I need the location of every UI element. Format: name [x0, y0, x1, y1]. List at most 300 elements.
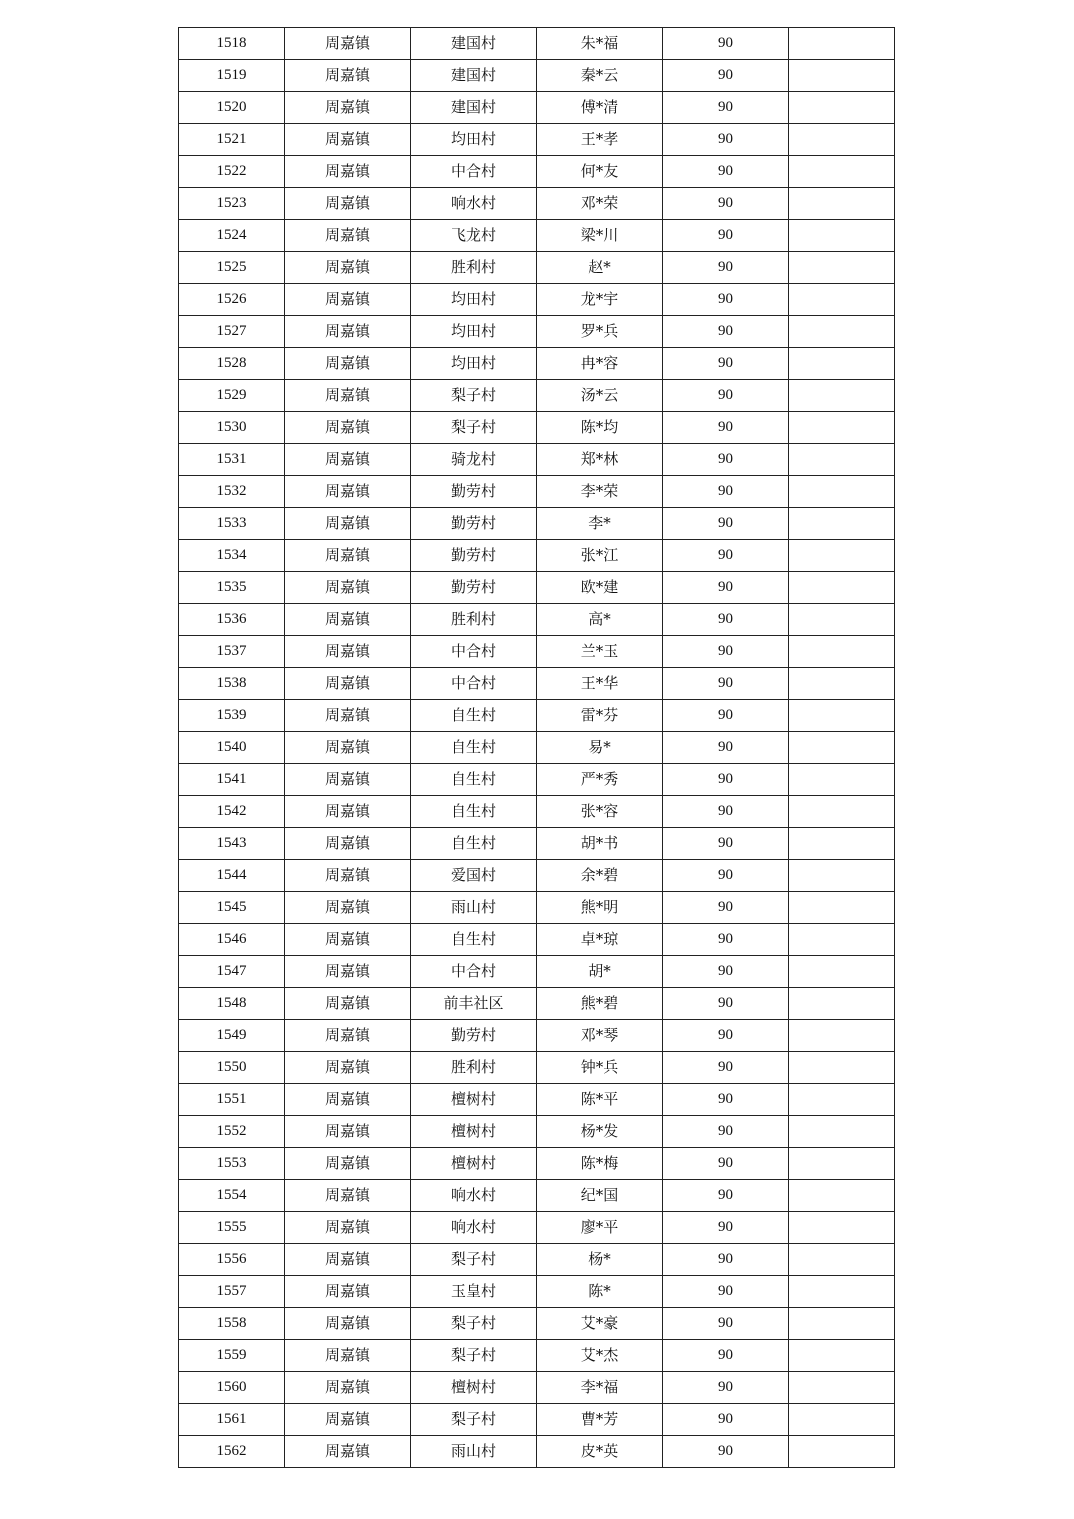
person-name-cell: 何*友 [537, 156, 663, 188]
town-cell: 周嘉镇 [285, 1340, 411, 1372]
table-row [179, 1116, 895, 1148]
row-number-cell: 1519 [179, 60, 285, 92]
row-number-cell: 1522 [179, 156, 285, 188]
row-number-cell: 1538 [179, 668, 285, 700]
town-cell: 周嘉镇 [285, 1308, 411, 1340]
person-name-cell: 邓*琴 [537, 1020, 663, 1052]
amount-cell: 90 [663, 924, 789, 956]
town-cell: 周嘉镇 [285, 252, 411, 284]
person-name-cell: 余*碧 [537, 860, 663, 892]
town-cell: 周嘉镇 [285, 764, 411, 796]
amount-cell: 90 [663, 1340, 789, 1372]
table-row [179, 924, 895, 956]
table-row [179, 92, 895, 124]
amount-cell: 90 [663, 348, 789, 380]
note-cell [789, 316, 895, 348]
village-cell: 均田村 [411, 124, 537, 156]
amount-cell: 90 [663, 1148, 789, 1180]
amount-cell: 90 [663, 604, 789, 636]
table-row [179, 1052, 895, 1084]
person-name-cell: 熊*明 [537, 892, 663, 924]
note-cell [789, 124, 895, 156]
amount-cell: 90 [663, 796, 789, 828]
person-name-cell: 陈*均 [537, 412, 663, 444]
note-cell [789, 892, 895, 924]
row-number-cell: 1527 [179, 316, 285, 348]
note-cell [789, 476, 895, 508]
note-cell [789, 92, 895, 124]
note-cell [789, 860, 895, 892]
town-cell: 周嘉镇 [285, 284, 411, 316]
town-cell: 周嘉镇 [285, 956, 411, 988]
amount-cell: 90 [663, 700, 789, 732]
table-row [179, 380, 895, 412]
table-row [179, 476, 895, 508]
person-name-cell: 冉*容 [537, 348, 663, 380]
table-row [179, 764, 895, 796]
town-cell: 周嘉镇 [285, 124, 411, 156]
amount-cell: 90 [663, 1244, 789, 1276]
person-name-cell: 严*秀 [537, 764, 663, 796]
town-cell: 周嘉镇 [285, 476, 411, 508]
person-name-cell: 张*容 [537, 796, 663, 828]
row-number-cell: 1526 [179, 284, 285, 316]
amount-cell: 90 [663, 1436, 789, 1468]
village-cell: 自生村 [411, 796, 537, 828]
person-name-cell: 曹*芳 [537, 1404, 663, 1436]
person-name-cell: 龙*宇 [537, 284, 663, 316]
row-number-cell: 1529 [179, 380, 285, 412]
row-number-cell: 1523 [179, 188, 285, 220]
village-cell: 勤劳村 [411, 572, 537, 604]
town-cell: 周嘉镇 [285, 92, 411, 124]
amount-cell: 90 [663, 1372, 789, 1404]
amount-cell: 90 [663, 1212, 789, 1244]
village-cell: 爱国村 [411, 860, 537, 892]
amount-cell: 90 [663, 1084, 789, 1116]
amount-cell: 90 [663, 220, 789, 252]
table-row [179, 796, 895, 828]
table-row [179, 828, 895, 860]
note-cell [789, 572, 895, 604]
note-cell [789, 1052, 895, 1084]
row-number-cell: 1559 [179, 1340, 285, 1372]
amount-cell: 90 [663, 1276, 789, 1308]
note-cell [789, 156, 895, 188]
person-name-cell: 高* [537, 604, 663, 636]
town-cell: 周嘉镇 [285, 1372, 411, 1404]
row-number-cell: 1528 [179, 348, 285, 380]
table-row [179, 636, 895, 668]
note-cell [789, 540, 895, 572]
person-name-cell: 邓*荣 [537, 188, 663, 220]
village-cell: 中合村 [411, 636, 537, 668]
row-number-cell: 1536 [179, 604, 285, 636]
table-row [179, 604, 895, 636]
village-cell: 胜利村 [411, 604, 537, 636]
town-cell: 周嘉镇 [285, 444, 411, 476]
table-row [179, 60, 895, 92]
note-cell [789, 348, 895, 380]
town-cell: 周嘉镇 [285, 1180, 411, 1212]
amount-cell: 90 [663, 1052, 789, 1084]
row-number-cell: 1530 [179, 412, 285, 444]
person-name-cell: 皮*英 [537, 1436, 663, 1468]
note-cell [789, 1372, 895, 1404]
table-row [179, 316, 895, 348]
village-cell: 自生村 [411, 924, 537, 956]
amount-cell: 90 [663, 988, 789, 1020]
table-row [179, 220, 895, 252]
row-number-cell: 1535 [179, 572, 285, 604]
note-cell [789, 1020, 895, 1052]
town-cell: 周嘉镇 [285, 412, 411, 444]
person-name-cell: 汤*云 [537, 380, 663, 412]
table-row [179, 1372, 895, 1404]
village-cell: 自生村 [411, 764, 537, 796]
note-cell [789, 284, 895, 316]
village-cell: 梨子村 [411, 1244, 537, 1276]
note-cell [789, 700, 895, 732]
note-cell [789, 60, 895, 92]
note-cell [789, 1340, 895, 1372]
row-number-cell: 1533 [179, 508, 285, 540]
table-row [179, 1340, 895, 1372]
person-name-cell: 胡* [537, 956, 663, 988]
note-cell [789, 1212, 895, 1244]
town-cell: 周嘉镇 [285, 1436, 411, 1468]
village-cell: 自生村 [411, 732, 537, 764]
village-cell: 雨山村 [411, 1436, 537, 1468]
village-cell: 响水村 [411, 188, 537, 220]
row-number-cell: 1556 [179, 1244, 285, 1276]
note-cell [789, 988, 895, 1020]
village-cell: 响水村 [411, 1180, 537, 1212]
note-cell [789, 508, 895, 540]
row-number-cell: 1540 [179, 732, 285, 764]
person-name-cell: 李*福 [537, 1372, 663, 1404]
row-number-cell: 1532 [179, 476, 285, 508]
person-name-cell: 欧*建 [537, 572, 663, 604]
amount-cell: 90 [663, 444, 789, 476]
person-name-cell: 易* [537, 732, 663, 764]
town-cell: 周嘉镇 [285, 380, 411, 412]
note-cell [789, 412, 895, 444]
row-number-cell: 1543 [179, 828, 285, 860]
row-number-cell: 1545 [179, 892, 285, 924]
amount-cell: 90 [663, 28, 789, 60]
village-cell: 建国村 [411, 92, 537, 124]
row-number-cell: 1560 [179, 1372, 285, 1404]
amount-cell: 90 [663, 156, 789, 188]
note-cell [789, 444, 895, 476]
row-number-cell: 1553 [179, 1148, 285, 1180]
person-name-cell: 梁*川 [537, 220, 663, 252]
row-number-cell: 1558 [179, 1308, 285, 1340]
town-cell: 周嘉镇 [285, 572, 411, 604]
town-cell: 周嘉镇 [285, 924, 411, 956]
table-row [179, 1212, 895, 1244]
village-cell: 胜利村 [411, 1052, 537, 1084]
town-cell: 周嘉镇 [285, 636, 411, 668]
amount-cell: 90 [663, 828, 789, 860]
row-number-cell: 1550 [179, 1052, 285, 1084]
table-row [179, 156, 895, 188]
amount-cell: 90 [663, 892, 789, 924]
town-cell: 周嘉镇 [285, 1020, 411, 1052]
person-name-cell: 陈* [537, 1276, 663, 1308]
row-number-cell: 1554 [179, 1180, 285, 1212]
table-row [179, 444, 895, 476]
roster-table-body [179, 28, 895, 1468]
town-cell: 周嘉镇 [285, 1212, 411, 1244]
person-name-cell: 雷*芬 [537, 700, 663, 732]
village-cell: 均田村 [411, 316, 537, 348]
person-name-cell: 艾*杰 [537, 1340, 663, 1372]
note-cell [789, 1244, 895, 1276]
town-cell: 周嘉镇 [285, 604, 411, 636]
village-cell: 梨子村 [411, 380, 537, 412]
row-number-cell: 1546 [179, 924, 285, 956]
table-row [179, 860, 895, 892]
village-cell: 中合村 [411, 156, 537, 188]
table-row [179, 668, 895, 700]
person-name-cell: 纪*国 [537, 1180, 663, 1212]
row-number-cell: 1544 [179, 860, 285, 892]
note-cell [789, 188, 895, 220]
town-cell: 周嘉镇 [285, 828, 411, 860]
table-row [179, 412, 895, 444]
table-row [179, 1244, 895, 1276]
amount-cell: 90 [663, 252, 789, 284]
village-cell: 雨山村 [411, 892, 537, 924]
town-cell: 周嘉镇 [285, 28, 411, 60]
village-cell: 建国村 [411, 60, 537, 92]
amount-cell: 90 [663, 380, 789, 412]
person-name-cell: 卓*琼 [537, 924, 663, 956]
note-cell [789, 1180, 895, 1212]
town-cell: 周嘉镇 [285, 60, 411, 92]
village-cell: 自生村 [411, 828, 537, 860]
note-cell [789, 796, 895, 828]
village-cell: 梨子村 [411, 1340, 537, 1372]
note-cell [789, 1148, 895, 1180]
table-row [179, 572, 895, 604]
village-cell: 勤劳村 [411, 508, 537, 540]
table-row [179, 700, 895, 732]
town-cell: 周嘉镇 [285, 988, 411, 1020]
person-name-cell: 钟*兵 [537, 1052, 663, 1084]
amount-cell: 90 [663, 860, 789, 892]
person-name-cell: 罗*兵 [537, 316, 663, 348]
amount-cell: 90 [663, 1308, 789, 1340]
amount-cell: 90 [663, 1180, 789, 1212]
note-cell [789, 1084, 895, 1116]
table-row [179, 1020, 895, 1052]
person-name-cell: 王*华 [537, 668, 663, 700]
row-number-cell: 1557 [179, 1276, 285, 1308]
table-row [179, 348, 895, 380]
person-name-cell: 陈*平 [537, 1084, 663, 1116]
town-cell: 周嘉镇 [285, 892, 411, 924]
amount-cell: 90 [663, 412, 789, 444]
village-cell: 中合村 [411, 668, 537, 700]
village-cell: 檀树村 [411, 1372, 537, 1404]
town-cell: 周嘉镇 [285, 1084, 411, 1116]
note-cell [789, 764, 895, 796]
note-cell [789, 220, 895, 252]
village-cell: 中合村 [411, 956, 537, 988]
amount-cell: 90 [663, 1116, 789, 1148]
row-number-cell: 1542 [179, 796, 285, 828]
amount-cell: 90 [663, 1404, 789, 1436]
row-number-cell: 1525 [179, 252, 285, 284]
table-row [179, 188, 895, 220]
row-number-cell: 1537 [179, 636, 285, 668]
town-cell: 周嘉镇 [285, 732, 411, 764]
row-number-cell: 1524 [179, 220, 285, 252]
person-name-cell: 郑*林 [537, 444, 663, 476]
table-row [179, 988, 895, 1020]
person-name-cell: 赵* [537, 252, 663, 284]
village-cell: 檀树村 [411, 1148, 537, 1180]
row-number-cell: 1548 [179, 988, 285, 1020]
town-cell: 周嘉镇 [285, 1052, 411, 1084]
person-name-cell: 李*荣 [537, 476, 663, 508]
table-row [179, 1404, 895, 1436]
person-name-cell: 张*江 [537, 540, 663, 572]
village-cell: 勤劳村 [411, 1020, 537, 1052]
row-number-cell: 1534 [179, 540, 285, 572]
note-cell [789, 380, 895, 412]
person-name-cell: 杨*发 [537, 1116, 663, 1148]
amount-cell: 90 [663, 188, 789, 220]
village-cell: 建国村 [411, 28, 537, 60]
table-row [179, 540, 895, 572]
town-cell: 周嘉镇 [285, 860, 411, 892]
village-cell: 前丰社区 [411, 988, 537, 1020]
note-cell [789, 1308, 895, 1340]
town-cell: 周嘉镇 [285, 188, 411, 220]
row-number-cell: 1520 [179, 92, 285, 124]
note-cell [789, 924, 895, 956]
village-cell: 梨子村 [411, 1308, 537, 1340]
row-number-cell: 1541 [179, 764, 285, 796]
amount-cell: 90 [663, 572, 789, 604]
village-cell: 檀树村 [411, 1116, 537, 1148]
amount-cell: 90 [663, 540, 789, 572]
town-cell: 周嘉镇 [285, 668, 411, 700]
town-cell: 周嘉镇 [285, 1404, 411, 1436]
amount-cell: 90 [663, 508, 789, 540]
amount-cell: 90 [663, 764, 789, 796]
town-cell: 周嘉镇 [285, 1116, 411, 1148]
amount-cell: 90 [663, 476, 789, 508]
row-number-cell: 1561 [179, 1404, 285, 1436]
amount-cell: 90 [663, 284, 789, 316]
town-cell: 周嘉镇 [285, 796, 411, 828]
person-name-cell: 陈*梅 [537, 1148, 663, 1180]
person-name-cell: 廖*平 [537, 1212, 663, 1244]
table-row [179, 1308, 895, 1340]
table-row [179, 1084, 895, 1116]
person-name-cell: 秦*云 [537, 60, 663, 92]
note-cell [789, 1116, 895, 1148]
village-cell: 梨子村 [411, 1404, 537, 1436]
town-cell: 周嘉镇 [285, 1148, 411, 1180]
town-cell: 周嘉镇 [285, 700, 411, 732]
person-name-cell: 杨* [537, 1244, 663, 1276]
row-number-cell: 1555 [179, 1212, 285, 1244]
village-cell: 均田村 [411, 348, 537, 380]
row-number-cell: 1562 [179, 1436, 285, 1468]
amount-cell: 90 [663, 316, 789, 348]
table-row [179, 956, 895, 988]
amount-cell: 90 [663, 92, 789, 124]
row-number-cell: 1521 [179, 124, 285, 156]
note-cell [789, 668, 895, 700]
person-name-cell: 兰*玉 [537, 636, 663, 668]
town-cell: 周嘉镇 [285, 1244, 411, 1276]
amount-cell: 90 [663, 1020, 789, 1052]
village-cell: 檀树村 [411, 1084, 537, 1116]
row-number-cell: 1552 [179, 1116, 285, 1148]
person-name-cell: 艾*豪 [537, 1308, 663, 1340]
town-cell: 周嘉镇 [285, 508, 411, 540]
village-cell: 响水村 [411, 1212, 537, 1244]
village-cell: 勤劳村 [411, 476, 537, 508]
village-cell: 自生村 [411, 700, 537, 732]
table-row [179, 1180, 895, 1212]
table-row [179, 28, 895, 60]
village-cell: 玉皇村 [411, 1276, 537, 1308]
amount-cell: 90 [663, 956, 789, 988]
amount-cell: 90 [663, 732, 789, 764]
note-cell [789, 1276, 895, 1308]
amount-cell: 90 [663, 636, 789, 668]
note-cell [789, 1436, 895, 1468]
person-name-cell: 朱*福 [537, 28, 663, 60]
table-row [179, 892, 895, 924]
person-name-cell: 李* [537, 508, 663, 540]
person-name-cell: 王*孝 [537, 124, 663, 156]
note-cell [789, 28, 895, 60]
village-cell: 均田村 [411, 284, 537, 316]
row-number-cell: 1518 [179, 28, 285, 60]
note-cell [789, 604, 895, 636]
village-cell: 胜利村 [411, 252, 537, 284]
town-cell: 周嘉镇 [285, 156, 411, 188]
town-cell: 周嘉镇 [285, 316, 411, 348]
town-cell: 周嘉镇 [285, 348, 411, 380]
note-cell [789, 956, 895, 988]
table-row [179, 508, 895, 540]
table-row [179, 1148, 895, 1180]
table-row [179, 1276, 895, 1308]
village-cell: 骑龙村 [411, 444, 537, 476]
village-cell: 勤劳村 [411, 540, 537, 572]
row-number-cell: 1539 [179, 700, 285, 732]
village-cell: 飞龙村 [411, 220, 537, 252]
person-name-cell: 胡*书 [537, 828, 663, 860]
row-number-cell: 1547 [179, 956, 285, 988]
table-row [179, 1436, 895, 1468]
note-cell [789, 828, 895, 860]
note-cell [789, 252, 895, 284]
amount-cell: 90 [663, 60, 789, 92]
town-cell: 周嘉镇 [285, 1276, 411, 1308]
note-cell [789, 1404, 895, 1436]
